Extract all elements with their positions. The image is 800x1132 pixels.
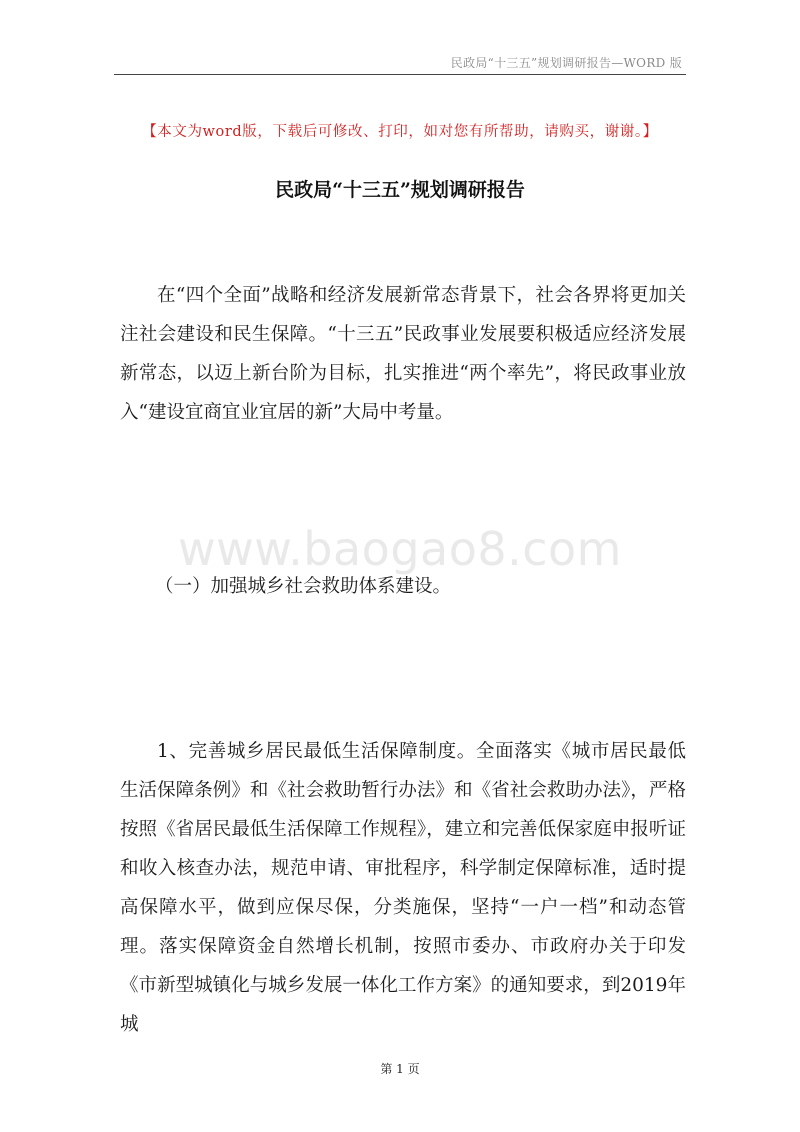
item-1-paragraph: 1、完善城乡居民最低生活保障制度。全面落实《城市居民最低生活保障条例》和《社会救助暂行办法》和《省社会救助办法》，严格按照《省居民最低生活保障工作规程》，建立和完善低保家庭申报听证和收入核查办法，规范申请、审批程序，科学制定保障标准，适时提高保障水平，做到应保尽保，分类施保，坚持“一户一档”和动态管理。落实保障资金自然增长机制，按照市委办、市政府办关于印发《市新型城镇化与城乡发展一体化工作方案》的通知要求，到2019年城 [120,741,686,1035]
purchase-notice: 【本文为word版，下载后可修改、打印，如对您有所帮助，请购买，谢谢。】 [142,124,658,140]
section-heading: （一）加强城乡社会救助体系建设。 [155,576,452,597]
running-header: 民政局“十三五”规划调研报告—WORD 版 [450,56,682,70]
header-divider [114,74,686,75]
intro-paragraph: 在“四个全面”战略和经济发展新常态背景下，社会各界将更加关注社会建设和民生保障。“十三五”民政事业发展要积极适应经济发展新常态，以迈上新台阶为目标，扎实推进“两个率先”，将民政事业放入“建设宜商宜业宜居的新”大局中考量。 [120,285,686,423]
watermark: www.baogao8.com [178,522,622,576]
page-number: 第 1 页 [380,1062,420,1076]
document-title: 民政局“十三五”规划调研报告 [275,179,525,201]
